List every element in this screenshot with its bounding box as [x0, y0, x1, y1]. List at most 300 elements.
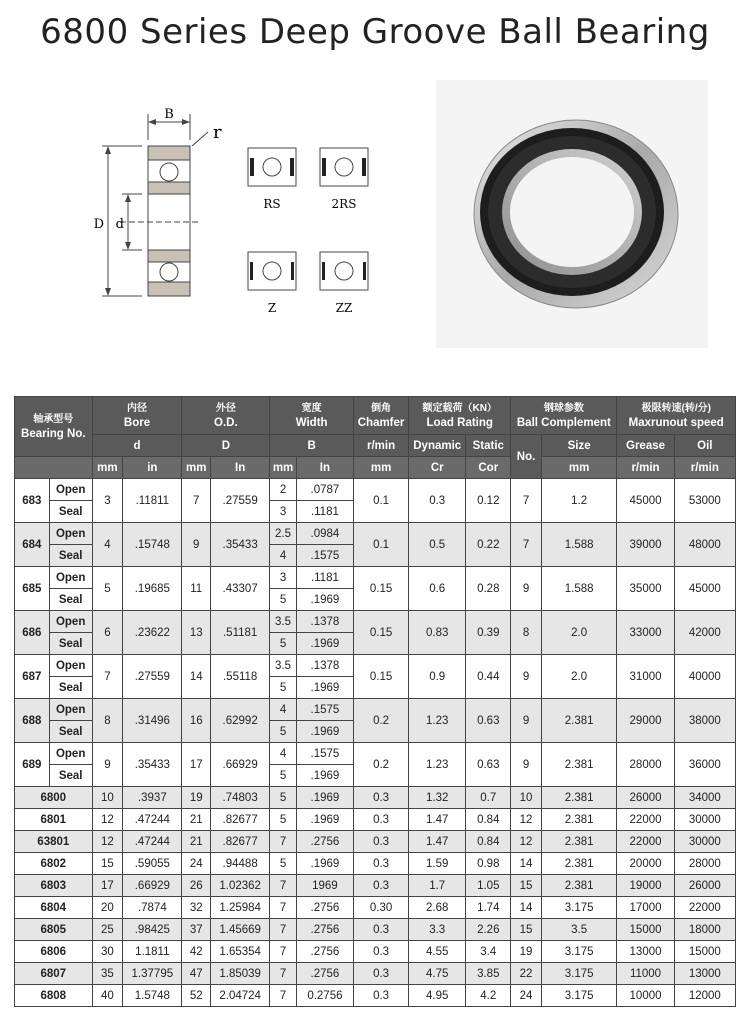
od-in-cell: .43307	[211, 567, 270, 611]
bore-mm-cell: 9	[92, 743, 123, 787]
grease-cell: 39000	[617, 523, 674, 567]
table-row	[15, 567, 736, 589]
D-mm-cell: 21	[182, 809, 211, 831]
table-row	[15, 941, 736, 963]
header-size: Size	[541, 435, 617, 457]
ball-size-cell: 2.381	[541, 699, 617, 743]
ball-no-cell: 9	[511, 699, 542, 743]
d-mm-cell: 25	[92, 919, 123, 941]
oil-cell: 38000	[674, 699, 735, 743]
header-d: d	[92, 435, 182, 457]
od-in-cell: .62992	[211, 699, 270, 743]
d-mm-cell: 15	[92, 853, 123, 875]
cr-cell: 4.55	[409, 941, 466, 963]
width-mm-cell: 5	[270, 765, 297, 787]
D-mm-cell: 26	[182, 875, 211, 897]
oil-cell: 36000	[674, 743, 735, 787]
d-in-cell: .98425	[123, 919, 182, 941]
grease-cell: 17000	[617, 897, 674, 919]
type-open-cell: Open	[49, 655, 92, 677]
width-mm-cell: 5	[270, 677, 297, 699]
width-mm-cell: 3.5	[270, 611, 297, 633]
cor-cell: 1.05	[466, 875, 511, 897]
D-in-cell: 1.65354	[211, 941, 270, 963]
r-cell: 0.3	[354, 941, 409, 963]
type-seal-cell: Seal	[49, 765, 92, 787]
bearing-no-cell: 683	[15, 479, 50, 523]
header-cr: Cr	[409, 457, 466, 479]
bore-in-cell: .31496	[123, 699, 182, 743]
grease-cell: 33000	[617, 611, 674, 655]
header-bearing-no	[15, 397, 93, 457]
size-cell: 2.381	[541, 853, 617, 875]
header-width-in: In	[296, 457, 353, 479]
od-in-cell: .55118	[211, 655, 270, 699]
width-in-cell: .0787	[296, 479, 353, 501]
D-in-cell: 1.25984	[211, 897, 270, 919]
ball-size-cell: 2.0	[541, 611, 617, 655]
r-cell: 0.3	[354, 787, 409, 809]
header-speed-cn: 极限转速(转/分)	[641, 402, 711, 414]
header-bore-en: Bore	[123, 416, 151, 429]
D-mm-cell: 24	[182, 853, 211, 875]
d-mm-cell: 12	[92, 831, 123, 853]
size-cell: 3.5	[541, 919, 617, 941]
bore-mm-cell: 6	[92, 611, 123, 655]
od-in-cell: .66929	[211, 743, 270, 787]
r-cell: 0.3	[354, 809, 409, 831]
table-row	[15, 963, 736, 985]
cor-cell: 2.26	[466, 919, 511, 941]
ball-no-cell: 7	[511, 479, 542, 523]
width-in-cell: .1181	[296, 567, 353, 589]
d-mm-cell: 20	[92, 897, 123, 919]
grease-cell: 35000	[617, 567, 674, 611]
table-row	[15, 897, 736, 919]
size-cell: 2.381	[541, 809, 617, 831]
oil-cell: 28000	[674, 853, 735, 875]
cr-cell: 4.75	[409, 963, 466, 985]
table-row	[15, 853, 736, 875]
table-row	[15, 743, 736, 765]
od-mm-cell: 13	[182, 611, 211, 655]
grease-cell: 15000	[617, 919, 674, 941]
size-cell: 3.175	[541, 985, 617, 1007]
type-seal-cell: Seal	[49, 501, 92, 523]
n-cell: 14	[511, 853, 542, 875]
b-mm-cell: 5	[270, 853, 297, 875]
width-in-cell: .1575	[296, 699, 353, 721]
static-cell: 0.39	[466, 611, 511, 655]
cr-cell: 2.68	[409, 897, 466, 919]
cor-cell: 4.2	[466, 985, 511, 1007]
grease-cell: 45000	[617, 479, 674, 523]
cor-cell: 3.85	[466, 963, 511, 985]
header-static: Static	[466, 435, 511, 457]
ball-size-cell: 1.588	[541, 523, 617, 567]
b-mm-cell: 7	[270, 897, 297, 919]
header-ball-cn: 钢球参数	[543, 402, 584, 414]
cor-cell: 0.84	[466, 809, 511, 831]
D-in-cell: .82677	[211, 809, 270, 831]
bearing-no-cell: 6805	[15, 919, 93, 941]
header-load-cn: 额定载荷（KN）	[422, 402, 497, 414]
oil-cell: 45000	[674, 567, 735, 611]
header-od-in: In	[211, 457, 270, 479]
static-cell: 0.28	[466, 567, 511, 611]
cor-cell: 0.7	[466, 787, 511, 809]
bearing-no-cell: 687	[15, 655, 50, 699]
header-width-en: Width	[295, 416, 328, 429]
bore-in-cell: .27559	[123, 655, 182, 699]
ball-no-cell: 7	[511, 523, 542, 567]
ball-size-cell: 1.2	[541, 479, 617, 523]
cr-cell: 1.47	[409, 809, 466, 831]
type-open-cell: Open	[49, 479, 92, 501]
r-cell: 0.3	[354, 853, 409, 875]
od-mm-cell: 16	[182, 699, 211, 743]
cr-cell: 1.47	[409, 831, 466, 853]
D-in-cell: .94488	[211, 853, 270, 875]
b-mm-cell: 7	[270, 941, 297, 963]
D-mm-cell: 37	[182, 919, 211, 941]
bearing-no-cell: 684	[15, 523, 50, 567]
bearing-no-cell: 63801	[15, 831, 93, 853]
label-B: B	[164, 107, 174, 122]
oil-cell: 40000	[674, 655, 735, 699]
D-mm-cell: 19	[182, 787, 211, 809]
D-mm-cell: 47	[182, 963, 211, 985]
bearing-no-cell: 685	[15, 567, 50, 611]
b-mm-cell: 7	[270, 985, 297, 1007]
b-mm-cell: 5	[270, 809, 297, 831]
size-cell: 3.175	[541, 897, 617, 919]
table-row	[15, 831, 736, 853]
cor-cell: 3.4	[466, 941, 511, 963]
d-mm-cell: 30	[92, 941, 123, 963]
type-seal-cell: Seal	[49, 721, 92, 743]
D-in-cell: 1.45669	[211, 919, 270, 941]
cr-cell: 1.32	[409, 787, 466, 809]
width-mm-cell: 4	[270, 545, 297, 567]
D-in-cell: .74803	[211, 787, 270, 809]
header-width	[270, 397, 354, 435]
D-mm-cell: 32	[182, 897, 211, 919]
bearing-no-cell: 6807	[15, 963, 93, 985]
header-D: D	[182, 435, 270, 457]
width-in-cell: .1969	[296, 677, 353, 699]
od-in-cell: .35433	[211, 523, 270, 567]
d-in-cell: 1.1811	[123, 941, 182, 963]
chamfer-cell: 0.2	[354, 743, 409, 787]
bearing-no-cell: 689	[15, 743, 50, 787]
oil-cell: 12000	[674, 985, 735, 1007]
cr-cell: 3.3	[409, 919, 466, 941]
bearing-spec-table	[14, 396, 736, 1007]
oil-cell: 53000	[674, 479, 735, 523]
type-open-cell: Open	[49, 523, 92, 545]
size-cell: 3.175	[541, 963, 617, 985]
b-in-cell: .2756	[296, 919, 353, 941]
header-speed	[617, 397, 736, 435]
b-in-cell: .1969	[296, 787, 353, 809]
od-mm-cell: 7	[182, 479, 211, 523]
d-in-cell: 1.37795	[123, 963, 182, 985]
header-load-en: Load Rating	[426, 416, 493, 429]
bearing-dimension-diagram	[80, 100, 400, 330]
ball-no-cell: 9	[511, 743, 542, 787]
chamfer-cell: 0.2	[354, 699, 409, 743]
bore-in-cell: .23622	[123, 611, 182, 655]
bearing-no-cell: 688	[15, 699, 50, 743]
chamfer-cell: 0.15	[354, 655, 409, 699]
b-in-cell: 1969	[296, 875, 353, 897]
od-mm-cell: 17	[182, 743, 211, 787]
table-row	[15, 809, 736, 831]
grease-cell: 22000	[617, 831, 674, 853]
ball-size-cell: 2.0	[541, 655, 617, 699]
width-in-cell: .1181	[296, 501, 353, 523]
grease-cell: 26000	[617, 787, 674, 809]
D-mm-cell: 52	[182, 985, 211, 1007]
d-in-cell: .7874	[123, 897, 182, 919]
header-oil: Oil	[674, 435, 735, 457]
static-cell: 0.44	[466, 655, 511, 699]
cr-cell: 1.7	[409, 875, 466, 897]
cor-cell: 0.84	[466, 831, 511, 853]
bearing-no-cell: 6800	[15, 787, 93, 809]
header-bearing-cn: 轴承型号	[33, 413, 74, 425]
grease-cell: 19000	[617, 875, 674, 897]
type-open-cell: Open	[49, 567, 92, 589]
oil-cell: 30000	[674, 809, 735, 831]
type-seal-cell: Seal	[49, 589, 92, 611]
b-mm-cell: 5	[270, 787, 297, 809]
header-cor: Cor	[466, 457, 511, 479]
n-cell: 15	[511, 875, 542, 897]
grease-cell: 10000	[617, 985, 674, 1007]
table-row	[15, 875, 736, 897]
static-cell: 0.63	[466, 699, 511, 743]
bearing-no-cell: 6801	[15, 809, 93, 831]
grease-cell: 29000	[617, 699, 674, 743]
table-row	[15, 523, 736, 545]
ball-no-cell: 9	[511, 567, 542, 611]
d-in-cell: .47244	[123, 831, 182, 853]
chamfer-cell: 0.15	[354, 567, 409, 611]
n-cell: 15	[511, 919, 542, 941]
size-cell: 3.175	[541, 941, 617, 963]
b-in-cell: .2756	[296, 897, 353, 919]
header-od-mm: mm	[182, 457, 211, 479]
D-in-cell: .82677	[211, 831, 270, 853]
dynamic-cell: 1.23	[409, 699, 466, 743]
header-chamfer-mm: mm	[354, 457, 409, 479]
bore-in-cell: .19685	[123, 567, 182, 611]
header-bearing-en: Bearing No.	[21, 427, 86, 440]
cr-cell: 4.95	[409, 985, 466, 1007]
width-in-cell: .0984	[296, 523, 353, 545]
r-cell: 0.3	[354, 963, 409, 985]
table-row	[15, 699, 736, 721]
D-mm-cell: 42	[182, 941, 211, 963]
header-B: B	[270, 435, 354, 457]
static-cell: 0.22	[466, 523, 511, 567]
ball-size-cell: 1.588	[541, 567, 617, 611]
width-in-cell: .1378	[296, 611, 353, 633]
width-mm-cell: 2	[270, 479, 297, 501]
header-od	[182, 397, 270, 435]
bore-in-cell: .15748	[123, 523, 182, 567]
header-speed-en: Maxrunout speed	[628, 416, 724, 429]
static-cell: 0.12	[466, 479, 511, 523]
header-ball	[511, 397, 617, 435]
b-mm-cell: 7	[270, 919, 297, 941]
dynamic-cell: 1.23	[409, 743, 466, 787]
label-2RS: 2RS	[331, 197, 357, 211]
header-dynamic: Dynamic	[409, 435, 466, 457]
bearing-no-cell: 6808	[15, 985, 93, 1007]
D-in-cell: 1.85039	[211, 963, 270, 985]
label-Z: Z	[267, 301, 277, 315]
r-cell: 0.3	[354, 875, 409, 897]
d-mm-cell: 12	[92, 809, 123, 831]
n-cell: 22	[511, 963, 542, 985]
width-in-cell: .1969	[296, 721, 353, 743]
ball-no-cell: 9	[511, 655, 542, 699]
bore-in-cell: .35433	[123, 743, 182, 787]
header-ball-en: Ball Complement	[516, 416, 611, 429]
od-mm-cell: 11	[182, 567, 211, 611]
chamfer-cell: 0.15	[354, 611, 409, 655]
size-cell: 2.381	[541, 787, 617, 809]
width-in-cell: .1575	[296, 743, 353, 765]
dynamic-cell: 0.9	[409, 655, 466, 699]
cor-cell: 0.98	[466, 853, 511, 875]
label-ZZ: ZZ	[335, 301, 353, 315]
bore-mm-cell: 3	[92, 479, 123, 523]
bore-mm-cell: 5	[92, 567, 123, 611]
table-row	[15, 787, 736, 809]
width-mm-cell: 3	[270, 567, 297, 589]
b-in-cell: .2756	[296, 831, 353, 853]
header-od-cn: 外径	[215, 402, 236, 414]
r-cell: 0.3	[354, 919, 409, 941]
table-row	[15, 919, 736, 941]
d-in-cell: .47244	[123, 809, 182, 831]
n-cell: 10	[511, 787, 542, 809]
cor-cell: 1.74	[466, 897, 511, 919]
b-mm-cell: 7	[270, 831, 297, 853]
chamfer-cell: 0.1	[354, 479, 409, 523]
n-cell: 24	[511, 985, 542, 1007]
d-mm-cell: 17	[92, 875, 123, 897]
grease-cell: 28000	[617, 743, 674, 787]
r-cell: 0.30	[354, 897, 409, 919]
type-open-cell: Open	[49, 611, 92, 633]
label-RS: RS	[263, 197, 281, 211]
bore-mm-cell: 4	[92, 523, 123, 567]
header-chamfer-cn: 倒角	[371, 402, 392, 414]
b-in-cell: .1969	[296, 809, 353, 831]
D-in-cell: 1.02362	[211, 875, 270, 897]
b-in-cell: .2756	[296, 941, 353, 963]
width-mm-cell: 4	[270, 699, 297, 721]
oil-cell: 18000	[674, 919, 735, 941]
label-r: r	[213, 122, 222, 143]
table-row	[15, 985, 736, 1007]
width-in-cell: .1969	[296, 765, 353, 787]
header-width-cn: 宽度	[301, 402, 322, 414]
header-od-en: O.D.	[214, 416, 238, 429]
size-cell: 2.381	[541, 875, 617, 897]
dynamic-cell: 0.6	[409, 567, 466, 611]
grease-cell: 31000	[617, 655, 674, 699]
d-in-cell: .3937	[123, 787, 182, 809]
oil-cell: 26000	[674, 875, 735, 897]
bore-mm-cell: 8	[92, 699, 123, 743]
n-cell: 12	[511, 831, 542, 853]
header-chamfer-en: Chamfer	[357, 416, 405, 429]
header-bore-in: in	[123, 457, 182, 479]
b-in-cell: 0.2756	[296, 985, 353, 1007]
width-mm-cell: 3	[270, 501, 297, 523]
d-mm-cell: 40	[92, 985, 123, 1007]
grease-cell: 22000	[617, 809, 674, 831]
bore-in-cell: .11811	[123, 479, 182, 523]
header-grease-rmin: r/min	[617, 457, 674, 479]
D-in-cell: 2.04724	[211, 985, 270, 1007]
od-mm-cell: 9	[182, 523, 211, 567]
bearing-no-cell: 6804	[15, 897, 93, 919]
width-in-cell: .1378	[296, 655, 353, 677]
header-width-mm: mm	[270, 457, 297, 479]
width-mm-cell: 5	[270, 721, 297, 743]
od-mm-cell: 14	[182, 655, 211, 699]
n-cell: 14	[511, 897, 542, 919]
type-open-cell: Open	[49, 699, 92, 721]
d-mm-cell: 35	[92, 963, 123, 985]
oil-cell: 30000	[674, 831, 735, 853]
oil-cell: 13000	[674, 963, 735, 985]
page-title: 6800 Series Deep Groove Ball Bearing	[40, 12, 710, 52]
header-oil-rmin: r/min	[674, 457, 735, 479]
n-cell: 12	[511, 809, 542, 831]
grease-cell: 20000	[617, 853, 674, 875]
type-seal-cell: Seal	[49, 677, 92, 699]
type-seal-cell: Seal	[49, 633, 92, 655]
header-chamfer	[354, 397, 409, 435]
header-bore	[92, 397, 182, 435]
d-mm-cell: 10	[92, 787, 123, 809]
chamfer-cell: 0.1	[354, 523, 409, 567]
table-row	[15, 611, 736, 633]
type-seal-cell: Seal	[49, 545, 92, 567]
width-in-cell: .1969	[296, 589, 353, 611]
dynamic-cell: 0.3	[409, 479, 466, 523]
width-mm-cell: 4	[270, 743, 297, 765]
bearing-no-cell: 686	[15, 611, 50, 655]
header-blank	[15, 457, 93, 479]
b-in-cell: .1969	[296, 853, 353, 875]
label-d: d	[115, 217, 124, 232]
r-cell: 0.3	[354, 985, 409, 1007]
d-in-cell: .66929	[123, 875, 182, 897]
oil-cell: 34000	[674, 787, 735, 809]
width-mm-cell: 5	[270, 633, 297, 655]
b-mm-cell: 7	[270, 963, 297, 985]
size-cell: 2.381	[541, 831, 617, 853]
